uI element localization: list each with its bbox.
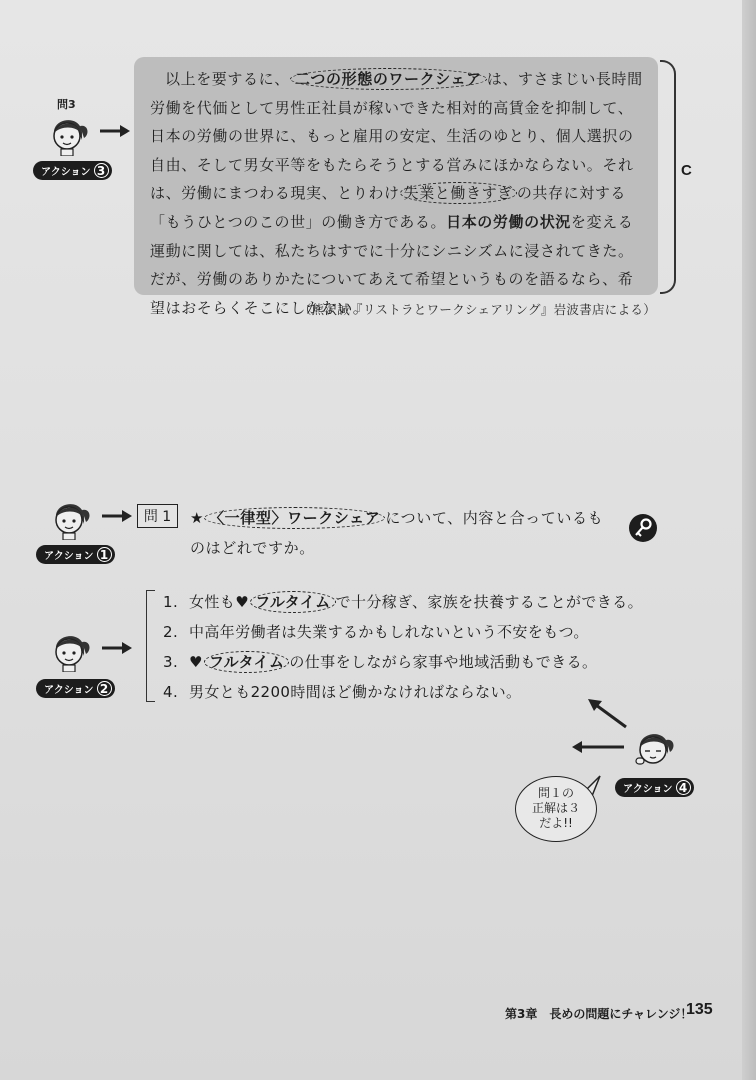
bold-japan-labor-situation: 日本の労働の状況 <box>446 212 571 231</box>
arrow-left-icon <box>572 740 624 754</box>
chapter-title: 第3章 長めの問題にチャレンジ！ <box>505 1007 693 1021</box>
q3-label: 問3 <box>57 98 76 111</box>
highlight-fulltime: フルタイム <box>250 591 336 613</box>
highlight-unemployment-overwork: 失業と働きすぎ <box>400 182 517 204</box>
option-2: 2. 中高年労働者は失業するかもしれないという不安をもつ。 <box>163 623 589 641</box>
heart-icon: ♥ <box>189 653 203 671</box>
girl-character-icon <box>46 626 92 672</box>
heart-icon: ♥ <box>235 593 250 611</box>
arrow-right-icon <box>100 124 130 138</box>
page-edge <box>742 0 756 1080</box>
options-bracket <box>146 590 155 702</box>
option-3: 3. ♥ フルタイム の仕事をしながら家事や地域活動もできる。 <box>163 653 598 671</box>
page-number: 135 <box>686 1001 713 1018</box>
passage-source: （熊沢誠『リストラとワークシェアリング』岩波書店による） <box>298 302 656 317</box>
girl-character-icon <box>46 494 92 540</box>
highlight-two-forms-worksharing: 二つの形態のワークシェア <box>290 68 487 90</box>
action-4-badge: アクション 4 <box>615 778 694 797</box>
girl-character-thinking-icon <box>630 724 676 770</box>
passage-text: 以上を要するに、 二つの形態のワークシェア は、すさまじい長時間労働を代価として男性正社員が稼いできた相対的高賃金を抑制して、日本の労働の世界に、もっと雇用の安定、生活のゆとり、個人選択の自由、そして男女平等をもたらそうとする営みにほかならない。それは、労働にまつわる現実、とりわけ 失業と働きすぎ の共存に対する「もうひとつのこの世」の働き方である。日本の労働の状況を変える運動に関しては、私たちはすでに十分にシニシズムに浸されてきた。だが、労働のありかたについてあえて希望というものを語るなら、希望はおそらくそこにしかない。 <box>150 70 643 317</box>
option-1: 1. 女性も♥ フルタイム で十分稼ぎ、家族を扶養することができる。 <box>163 593 643 611</box>
answer-options <box>163 587 663 707</box>
brace-label: C <box>681 162 692 179</box>
highlight-fulltime: フルタイム <box>204 651 290 673</box>
action-1-badge: アクション 1 <box>36 545 115 564</box>
question-1-label: 問 1 <box>137 504 178 528</box>
highlight-uniform-worksharing: 〈一律型〉ワークシェア <box>204 507 385 529</box>
action-2-badge: アクション 2 <box>36 679 115 698</box>
option-4: 4. 男女とも2200時間ほど働かなければならない。 <box>163 683 522 701</box>
action-3-badge: アクション 3 <box>33 161 112 180</box>
key-icon <box>628 513 658 547</box>
speech-bubble: 問１の 正解は３ だよ!! <box>515 776 597 842</box>
passage-brace <box>660 60 676 294</box>
arrow-up-left-icon <box>588 697 628 729</box>
girl-character-icon <box>44 110 90 156</box>
question-1-text: ★ 〈一律型〉ワークシェア について、内容と合っているものはどれですか。 <box>190 509 604 557</box>
arrow-right-icon <box>102 641 132 655</box>
arrow-right-icon <box>102 509 132 523</box>
